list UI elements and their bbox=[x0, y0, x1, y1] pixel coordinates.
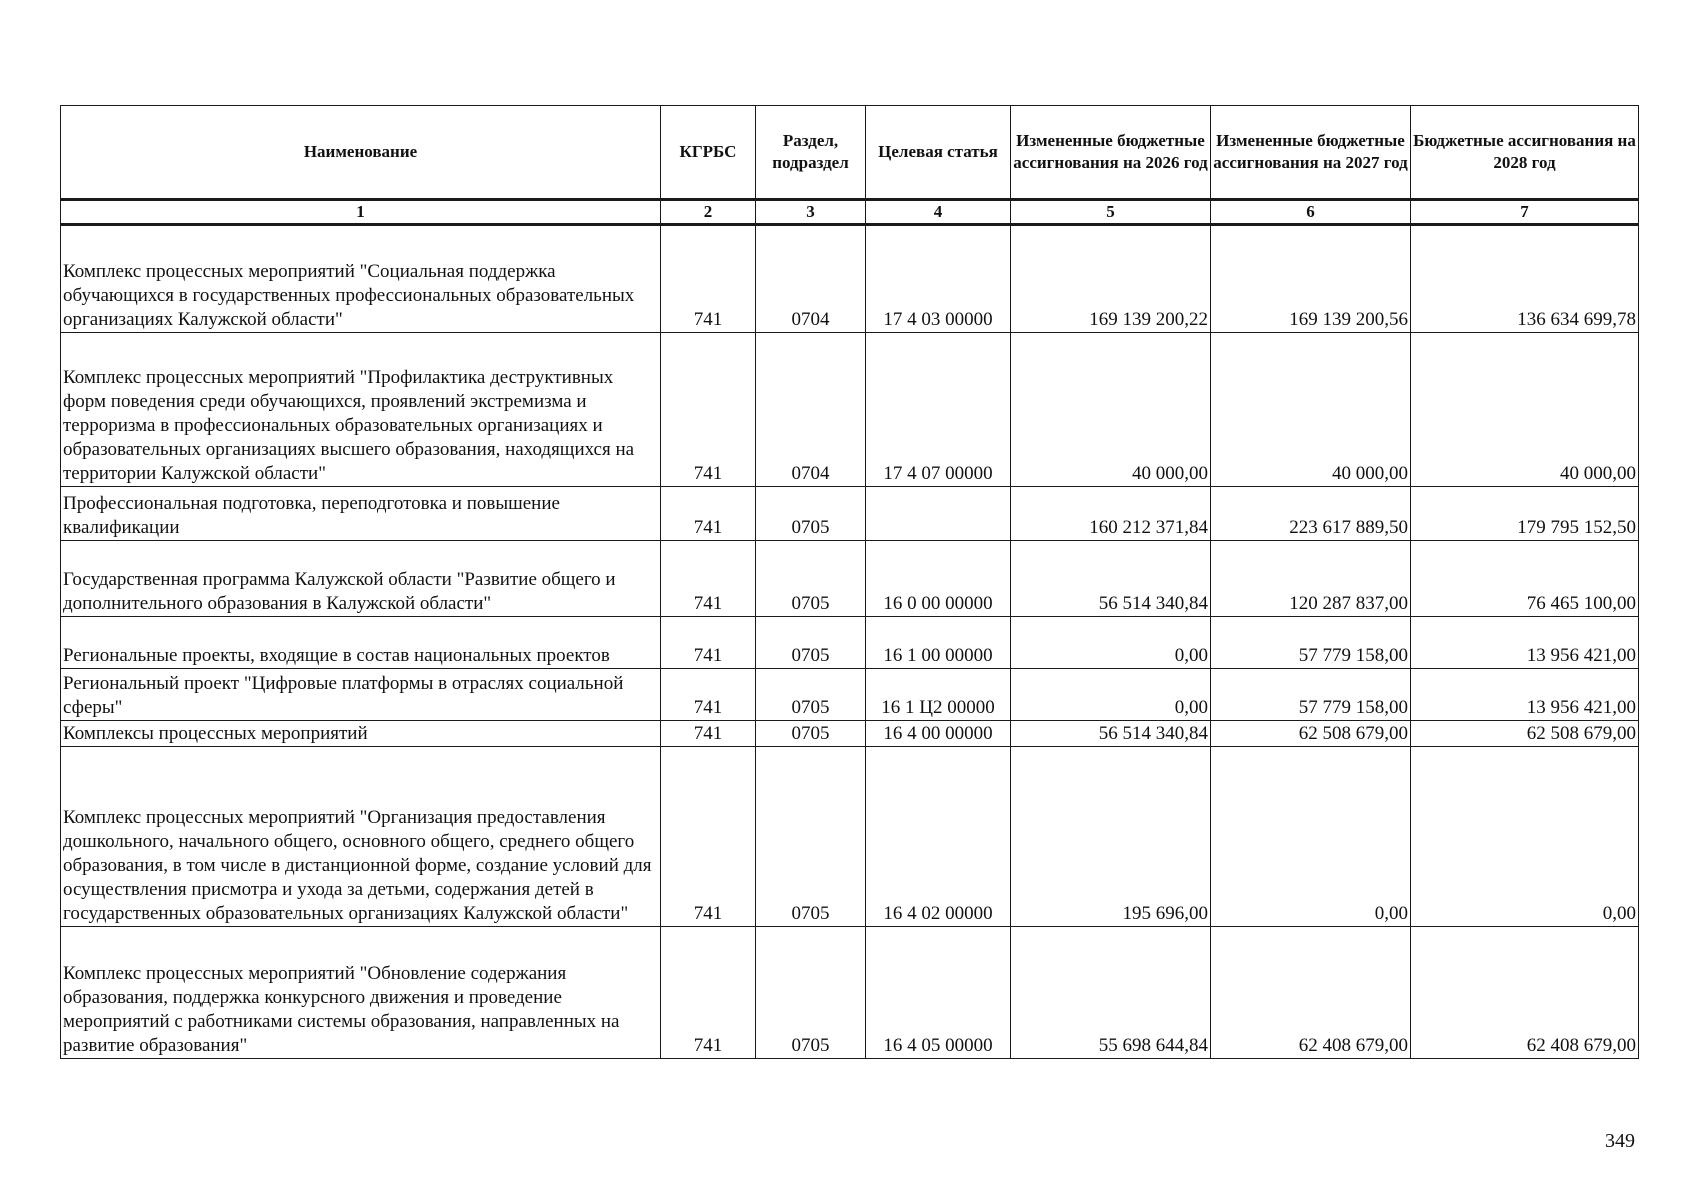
row-name: Комплекс процессных мероприятий "Профилактика деструктивных форм поведения среди обучающихся, проявлений экстремизма и терроризма в профессиональных образовательных организациях и образовательных организациях высшего образования, находящихся на территории Калужской области" bbox=[61, 333, 661, 487]
row-amount-2028: 136 634 699,78 bbox=[1411, 225, 1639, 333]
row-target-article: 16 0 00 00000 bbox=[866, 541, 1011, 617]
row-target-article: 16 1 00 00000 bbox=[866, 617, 1011, 669]
header-2027: Измененные бюджетные ассигнования на 2027 год bbox=[1211, 106, 1411, 200]
column-number: 2 bbox=[661, 200, 756, 225]
row-section: 0705 bbox=[756, 669, 866, 721]
row-kgrbs: 741 bbox=[661, 721, 756, 747]
column-number-row bbox=[61, 200, 1639, 225]
row-amount-2028: 13 956 421,00 bbox=[1411, 669, 1639, 721]
row-amount-2027: 0,00 bbox=[1211, 747, 1411, 927]
page-number: 349 bbox=[1605, 1130, 1635, 1152]
column-number: 1 bbox=[61, 200, 661, 225]
row-kgrbs: 741 bbox=[661, 617, 756, 669]
row-amount-2026: 160 212 371,84 bbox=[1011, 487, 1211, 541]
column-number: 5 bbox=[1011, 200, 1211, 225]
column-number: 4 bbox=[866, 200, 1011, 225]
table-row bbox=[61, 541, 1639, 617]
row-name: Региональные проекты, входящие в состав национальных проектов bbox=[61, 617, 661, 669]
row-amount-2026: 56 514 340,84 bbox=[1011, 541, 1211, 617]
row-amount-2026: 0,00 bbox=[1011, 669, 1211, 721]
row-amount-2027: 57 779 158,00 bbox=[1211, 669, 1411, 721]
row-name: Комплекс процессных мероприятий "Обновление содержания образования, поддержка конкурсного движения и проведение мероприятий с работниками системы образования, направленных на развитие образования" bbox=[61, 927, 661, 1059]
header-kgrbs: КГРБС bbox=[661, 106, 756, 200]
table-row bbox=[61, 225, 1639, 333]
row-target-article: 16 4 00 00000 bbox=[866, 721, 1011, 747]
row-section: 0705 bbox=[756, 721, 866, 747]
row-section: 0705 bbox=[756, 927, 866, 1059]
row-target-article bbox=[866, 487, 1011, 541]
header-2026: Измененные бюджетные ассигнования на 2026 год bbox=[1011, 106, 1211, 200]
row-amount-2026: 169 139 200,22 bbox=[1011, 225, 1211, 333]
row-name: Комплекс процессных мероприятий "Организация предоставления дошкольного, начального общего, основного общего, среднего общего образования, в том числе в дистанционной форме, создание условий для осуществления присмотра и ухода за детьми, содержания детей в государственных образовательных организациях Калужской области" bbox=[61, 747, 661, 927]
table-row bbox=[61, 747, 1639, 927]
table-row bbox=[61, 333, 1639, 487]
row-amount-2028: 13 956 421,00 bbox=[1411, 617, 1639, 669]
row-target-article: 16 4 05 00000 bbox=[866, 927, 1011, 1059]
row-target-article: 17 4 07 00000 bbox=[866, 333, 1011, 487]
header-target-article: Целевая статья bbox=[866, 106, 1011, 200]
budget-sheet bbox=[60, 105, 1638, 1059]
row-amount-2026: 0,00 bbox=[1011, 617, 1211, 669]
row-name: Государственная программа Калужской области "Развитие общего и дополнительного образования в Калужской области" bbox=[61, 541, 661, 617]
row-section: 0705 bbox=[756, 487, 866, 541]
row-name: Комплекс процессных мероприятий "Социальная поддержка обучающихся в государственных профессиональных образовательных организациях Калужской области" bbox=[61, 225, 661, 333]
row-amount-2026: 55 698 644,84 bbox=[1011, 927, 1211, 1059]
row-name: Региональный проект "Цифровые платформы в отраслях социальной сферы" bbox=[61, 669, 661, 721]
row-amount-2027: 62 508 679,00 bbox=[1211, 721, 1411, 747]
row-amount-2027: 62 408 679,00 bbox=[1211, 927, 1411, 1059]
row-section: 0705 bbox=[756, 541, 866, 617]
row-amount-2026: 56 514 340,84 bbox=[1011, 721, 1211, 747]
row-amount-2027: 57 779 158,00 bbox=[1211, 617, 1411, 669]
header-section: Раздел, подраздел bbox=[756, 106, 866, 200]
row-amount-2028: 62 408 679,00 bbox=[1411, 927, 1639, 1059]
row-amount-2028: 179 795 152,50 bbox=[1411, 487, 1639, 541]
row-kgrbs: 741 bbox=[661, 333, 756, 487]
table-row bbox=[61, 669, 1639, 721]
header-2028: Бюджетные ассигнования на 2028 год bbox=[1411, 106, 1639, 200]
row-amount-2026: 40 000,00 bbox=[1011, 333, 1211, 487]
table-row bbox=[61, 617, 1639, 669]
row-amount-2027: 223 617 889,50 bbox=[1211, 487, 1411, 541]
row-kgrbs: 741 bbox=[661, 225, 756, 333]
row-target-article: 16 1 Ц2 00000 bbox=[866, 669, 1011, 721]
row-section: 0705 bbox=[756, 747, 866, 927]
row-kgrbs: 741 bbox=[661, 747, 756, 927]
table-row bbox=[61, 487, 1639, 541]
row-target-article: 16 4 02 00000 bbox=[866, 747, 1011, 927]
row-amount-2028: 76 465 100,00 bbox=[1411, 541, 1639, 617]
row-name: Профессиональная подготовка, переподготовка и повышение квалификации bbox=[61, 487, 661, 541]
row-section: 0704 bbox=[756, 225, 866, 333]
row-section: 0705 bbox=[756, 617, 866, 669]
row-amount-2028: 0,00 bbox=[1411, 747, 1639, 927]
header-row bbox=[61, 106, 1639, 200]
column-number: 3 bbox=[756, 200, 866, 225]
row-kgrbs: 741 bbox=[661, 927, 756, 1059]
row-amount-2028: 62 508 679,00 bbox=[1411, 721, 1639, 747]
column-number: 7 bbox=[1411, 200, 1639, 225]
row-amount-2028: 40 000,00 bbox=[1411, 333, 1639, 487]
row-amount-2026: 195 696,00 bbox=[1011, 747, 1211, 927]
table-row bbox=[61, 721, 1639, 747]
row-amount-2027: 169 139 200,56 bbox=[1211, 225, 1411, 333]
row-section: 0704 bbox=[756, 333, 866, 487]
column-number: 6 bbox=[1211, 200, 1411, 225]
row-kgrbs: 741 bbox=[661, 541, 756, 617]
budget-table bbox=[60, 105, 1639, 1059]
header-name: Наименование bbox=[61, 106, 661, 200]
row-name: Комплексы процессных мероприятий bbox=[61, 721, 661, 747]
row-amount-2027: 40 000,00 bbox=[1211, 333, 1411, 487]
row-target-article: 17 4 03 00000 bbox=[866, 225, 1011, 333]
row-amount-2027: 120 287 837,00 bbox=[1211, 541, 1411, 617]
row-kgrbs: 741 bbox=[661, 669, 756, 721]
table-row bbox=[61, 927, 1639, 1059]
row-kgrbs: 741 bbox=[661, 487, 756, 541]
